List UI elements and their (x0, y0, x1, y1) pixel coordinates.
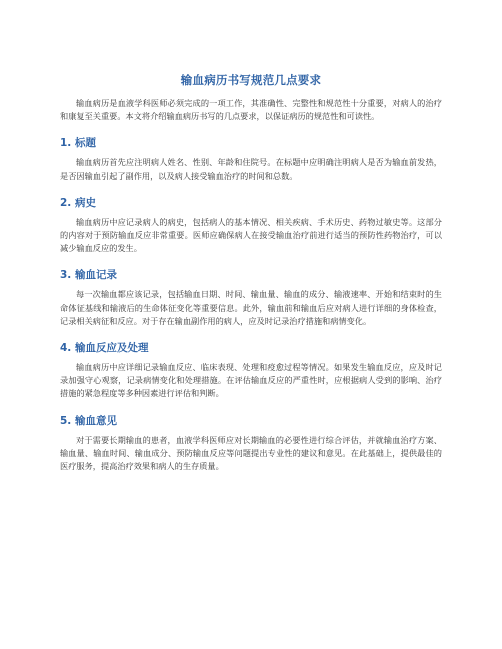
section-4 (60, 340, 442, 401)
section-body: 输血病历中应记录病人的病史，包括病人的基本情况、相关疾病、手术历史、药物过敏史等。这部分的内容对于预防输血反应非常重要。医师应确保病人在接受输血治疗前进行适当的预防性药物治疗，可以减少输血反应的发生。 (60, 216, 442, 254)
section-heading: 2. 病史 (60, 196, 96, 209)
section-heading: 3. 输血记录 (60, 269, 117, 282)
intro-paragraph: 输血病历是血液学科医师必须完成的一项工作，其准确性、完整性和规范性十分重要，对病人的治疗和康复至关重要。本文将介绍输血病历书写的几点要求，以保证病历的规范性和可读性。 (60, 98, 442, 122)
section-heading: 4. 输血反应及处理 (60, 342, 149, 355)
section-5 (60, 413, 442, 474)
section-3 (60, 267, 442, 328)
section-body: 输血病历中应详细记录输血反应、临床表现、处理和疫愈过程等情况。如果发生输血反应，应及时记录加强守心观察，记录病情变化和处理措施。在评估输血反应的严重性时，应根据病人受到的影响、治疗措施的紧急程度等多种因素进行评估和判断。 (60, 362, 442, 399)
section-body: 对于需要长期输血的患者，血液学科医师应对长期输血的必要性进行综合评估，并就输血治疗方案、输血量、输血时间、输血成分、预防输血反应等问题提出专业性的建议和意见。在此基础上，提供最佳的医疗服务，提高治疗效果和病人的生存质量。 (60, 434, 442, 472)
section-heading: 5. 输血意见 (60, 414, 117, 427)
section-2 (60, 195, 442, 256)
section-1 (60, 135, 442, 182)
section-body: 输血病历首先应注明病人姓名、性别、年龄和住院号。在标题中应明确注明病人是否为输血前发热，是否因输血引起了副作用，以及病人接受输血治疗的时间和总数。 (60, 157, 442, 181)
document-title: 输血病历书写规范几点要求 (180, 73, 322, 87)
document-page (60, 72, 442, 473)
section-heading: 1. 标题 (60, 137, 96, 150)
section-body: 每一次输血都应该记录，包括输血日期、时间、输血量、输血的成分、输液速率、开始和结束时的生命体征基线和输液后的生命体征变化等重要信息。此外，输血前和输血后应对病人进行详细的身体检查，记录相关病征和反应。对于存在输血副作用的病人，应及时记录治疗措施和病情变化。 (60, 289, 442, 326)
